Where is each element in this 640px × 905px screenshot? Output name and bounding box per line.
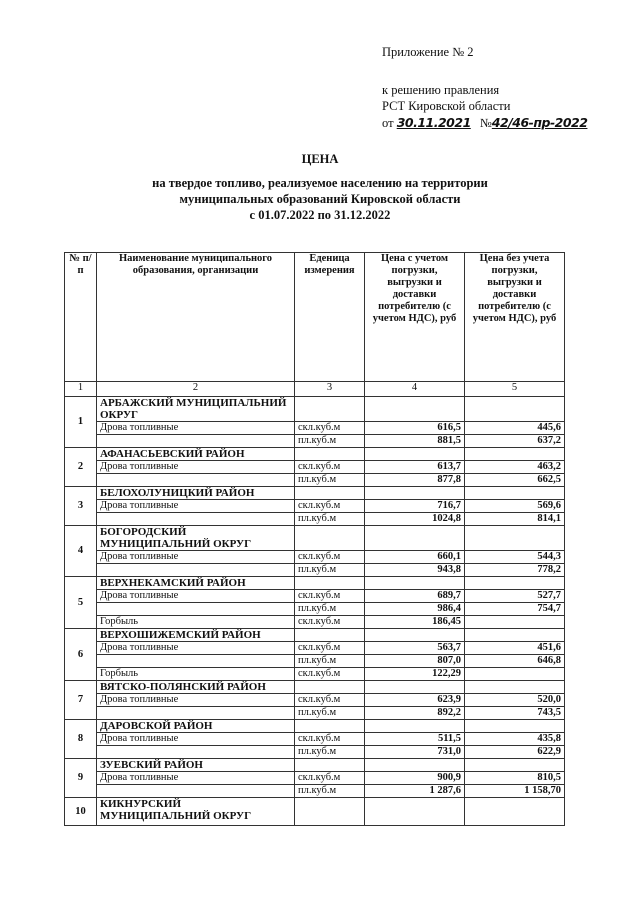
price-row xyxy=(65,435,565,448)
price-row xyxy=(65,694,565,707)
price-with-delivery: 563,7 xyxy=(365,642,465,655)
price-row xyxy=(65,513,565,526)
unit-of-measure: пл.куб.м xyxy=(295,655,365,668)
col-header-name: Наименование муниципального образования, организации xyxy=(97,253,295,382)
fuel-type xyxy=(97,707,295,720)
unit-of-measure: скл.куб.м xyxy=(295,422,365,435)
empty-cell xyxy=(365,526,465,551)
district-row xyxy=(65,759,565,772)
empty-cell xyxy=(465,397,565,422)
empty-cell xyxy=(295,629,365,642)
fuel-type: Дрова топливные xyxy=(97,551,295,564)
price-without-delivery: 463,2 xyxy=(465,461,565,474)
empty-cell xyxy=(365,487,465,500)
decision-number: 42/46-пр-2022 xyxy=(491,115,588,130)
price-with-delivery: 1 287,6 xyxy=(365,785,465,798)
district-row xyxy=(65,526,565,551)
empty-cell xyxy=(465,487,565,500)
unit-of-measure: скл.куб.м xyxy=(295,733,365,746)
unit-of-measure: пл.куб.м xyxy=(295,474,365,487)
price-row xyxy=(65,551,565,564)
price-with-delivery: 623,9 xyxy=(365,694,465,707)
district-row xyxy=(65,681,565,694)
district-number: 1 xyxy=(65,397,97,448)
fuel-type xyxy=(97,513,295,526)
district-number: 2 xyxy=(65,448,97,487)
col-header-no: № п/п xyxy=(65,253,97,382)
column-numbers-row xyxy=(65,382,565,397)
fuel-type xyxy=(97,785,295,798)
decision-line-1: к решению правления xyxy=(382,83,500,97)
price-with-delivery: 186,45 xyxy=(365,616,465,629)
unit-of-measure: пл.куб.м xyxy=(295,564,365,577)
price-without-delivery: 520,0 xyxy=(465,694,565,707)
doc-subtitle-2: муниципальных образований Кировской области xyxy=(179,192,461,206)
price-without-delivery: 451,6 xyxy=(465,642,565,655)
price-without-delivery: 743,5 xyxy=(465,707,565,720)
col-num: 4 xyxy=(365,382,465,397)
price-with-delivery: 1024,8 xyxy=(365,513,465,526)
fuel-type xyxy=(97,564,295,577)
price-with-delivery: 877,8 xyxy=(365,474,465,487)
empty-cell xyxy=(295,798,365,826)
fuel-type: Дрова топливные xyxy=(97,772,295,785)
fuel-type xyxy=(97,655,295,668)
price-row xyxy=(65,655,565,668)
col-num: 5 xyxy=(465,382,565,397)
price-without-delivery: 1 158,70 xyxy=(465,785,565,798)
district-name: БОГОРОДСКИЙ МУНИЦИПАЛЬНИЙ ОКРУГ xyxy=(97,526,295,551)
district-number: 3 xyxy=(65,487,97,526)
empty-cell xyxy=(465,577,565,590)
col-num: 3 xyxy=(295,382,365,397)
empty-cell xyxy=(295,720,365,733)
price-row xyxy=(65,564,565,577)
fuel-type: Дрова топливные xyxy=(97,642,295,655)
fuel-type: Дрова топливные xyxy=(97,694,295,707)
district-number: 4 xyxy=(65,526,97,577)
price-row xyxy=(65,785,565,798)
col-num: 2 xyxy=(97,382,295,397)
decision-date: 30.11.2021 xyxy=(396,115,471,130)
district-number: 8 xyxy=(65,720,97,759)
fuel-type: Горбыль xyxy=(97,668,295,681)
fuel-type xyxy=(97,746,295,759)
empty-cell xyxy=(465,759,565,772)
fuel-type: Дрова топливные xyxy=(97,590,295,603)
district-name: ЗУЕВСКИЙ РАЙОН xyxy=(97,759,295,772)
district-number: 7 xyxy=(65,681,97,720)
empty-cell xyxy=(465,629,565,642)
col-num: 1 xyxy=(65,382,97,397)
col-header-unit: Еденица измерения xyxy=(295,253,365,382)
doc-title: ЦЕНА xyxy=(301,152,339,166)
price-row xyxy=(65,603,565,616)
price-with-delivery: 986,4 xyxy=(365,603,465,616)
fuel-type xyxy=(97,435,295,448)
price-without-delivery: 435,8 xyxy=(465,733,565,746)
empty-cell xyxy=(365,397,465,422)
price-without-delivery: 569,6 xyxy=(465,500,565,513)
district-name: ВЕРХНЕКАМСКИЙ РАЙОН xyxy=(97,577,295,590)
empty-cell xyxy=(465,681,565,694)
empty-cell xyxy=(295,681,365,694)
unit-of-measure: скл.куб.м xyxy=(295,772,365,785)
price-without-delivery: 646,8 xyxy=(465,655,565,668)
fuel-type: Дрова топливные xyxy=(97,422,295,435)
unit-of-measure: пл.куб.м xyxy=(295,707,365,720)
price-row xyxy=(65,616,565,629)
price-with-delivery: 807,0 xyxy=(365,655,465,668)
price-with-delivery: 122,29 xyxy=(365,668,465,681)
district-name: АРБАЖСКИЙ МУНИЦИПАЛЬНИЙ ОКРУГ xyxy=(97,397,295,422)
empty-cell xyxy=(365,759,465,772)
price-without-delivery: 445,6 xyxy=(465,422,565,435)
price-row xyxy=(65,642,565,655)
unit-of-measure: пл.куб.м xyxy=(295,513,365,526)
district-number: 10 xyxy=(65,798,97,826)
district-row xyxy=(65,448,565,461)
price-row xyxy=(65,590,565,603)
district-name: КИКНУРСКИЙ МУНИЦИПАЛЬНИЙ ОКРУГ xyxy=(97,798,295,826)
district-row xyxy=(65,577,565,590)
price-with-delivery: 613,7 xyxy=(365,461,465,474)
price-row xyxy=(65,668,565,681)
decision-date-line xyxy=(382,115,587,131)
price-with-delivery: 511,5 xyxy=(365,733,465,746)
empty-cell xyxy=(365,448,465,461)
unit-of-measure: скл.куб.м xyxy=(295,694,365,707)
fuel-type xyxy=(97,474,295,487)
empty-cell xyxy=(295,526,365,551)
price-without-delivery: 527,7 xyxy=(465,590,565,603)
price-row xyxy=(65,461,565,474)
empty-cell xyxy=(295,397,365,422)
empty-cell xyxy=(465,720,565,733)
price-without-delivery: 544,3 xyxy=(465,551,565,564)
district-number: 6 xyxy=(65,629,97,681)
empty-cell xyxy=(465,448,565,461)
empty-cell xyxy=(465,526,565,551)
price-without-delivery: 754,7 xyxy=(465,603,565,616)
empty-cell xyxy=(465,798,565,826)
doc-subtitle-1: на твердое топливо, реализуемое населению на территории xyxy=(152,176,488,190)
price-row xyxy=(65,474,565,487)
price-with-delivery: 731,0 xyxy=(365,746,465,759)
price-with-delivery: 660,1 xyxy=(365,551,465,564)
district-row xyxy=(65,629,565,642)
empty-cell xyxy=(295,759,365,772)
price-without-delivery: 814,1 xyxy=(465,513,565,526)
unit-of-measure: пл.куб.м xyxy=(295,785,365,798)
price-row xyxy=(65,772,565,785)
col-header-price-novat: Цена без учета погрузки, выгрузки и доставки потребителю (с учетом НДС), руб xyxy=(465,253,565,382)
district-row xyxy=(65,397,565,422)
empty-cell xyxy=(365,798,465,826)
price-without-delivery xyxy=(465,668,565,681)
price-without-delivery: 622,9 xyxy=(465,746,565,759)
price-with-delivery: 616,5 xyxy=(365,422,465,435)
price-without-delivery: 662,5 xyxy=(465,474,565,487)
unit-of-measure: скл.куб.м xyxy=(295,461,365,474)
price-with-delivery: 943,8 xyxy=(365,564,465,577)
fuel-type: Дрова топливные xyxy=(97,733,295,746)
district-number: 5 xyxy=(65,577,97,629)
district-name: ВЯТСКО-ПОЛЯНСКИЙ РАЙОН xyxy=(97,681,295,694)
district-row xyxy=(65,720,565,733)
district-row xyxy=(65,798,565,826)
unit-of-measure: пл.куб.м xyxy=(295,746,365,759)
district-row xyxy=(65,487,565,500)
fuel-type xyxy=(97,603,295,616)
price-without-delivery xyxy=(465,616,565,629)
price-without-delivery: 810,5 xyxy=(465,772,565,785)
empty-cell xyxy=(365,577,465,590)
price-with-delivery: 689,7 xyxy=(365,590,465,603)
decision-line-2: РСТ Кировской области xyxy=(382,99,511,113)
unit-of-measure: скл.куб.м xyxy=(295,642,365,655)
empty-cell xyxy=(295,577,365,590)
price-with-delivery: 892,2 xyxy=(365,707,465,720)
empty-cell xyxy=(295,448,365,461)
unit-of-measure: пл.куб.м xyxy=(295,435,365,448)
empty-cell xyxy=(365,720,465,733)
district-number: 9 xyxy=(65,759,97,798)
fuel-type: Дрова топливные xyxy=(97,500,295,513)
price-row xyxy=(65,707,565,720)
empty-cell xyxy=(295,487,365,500)
price-row xyxy=(65,422,565,435)
price-with-delivery: 881,5 xyxy=(365,435,465,448)
district-name: БЕЛОХОЛУНИЦКИЙ РАЙОН xyxy=(97,487,295,500)
price-row xyxy=(65,733,565,746)
unit-of-measure: скл.куб.м xyxy=(295,500,365,513)
district-name: ВЕРХОШИЖЕМСКИЙ РАЙОН xyxy=(97,629,295,642)
district-name: АФАНАСЬЕВСКИЙ РАЙОН xyxy=(97,448,295,461)
price-row xyxy=(65,746,565,759)
price-row xyxy=(65,500,565,513)
unit-of-measure: скл.куб.м xyxy=(295,590,365,603)
fuel-type: Горбыль xyxy=(97,616,295,629)
unit-of-measure: пл.куб.м xyxy=(295,603,365,616)
price-with-delivery: 716,7 xyxy=(365,500,465,513)
doc-subtitle-3: с 01.07.2022 по 31.12.2022 xyxy=(249,208,391,222)
price-with-delivery: 900,9 xyxy=(365,772,465,785)
unit-of-measure: скл.куб.м xyxy=(295,616,365,629)
fuel-type: Дрова топливные xyxy=(97,461,295,474)
empty-cell xyxy=(365,681,465,694)
col-header-price-vat: Цена с учетом погрузки, выгрузки и доставки потребителю (с учетом НДС), руб xyxy=(365,253,465,382)
price-without-delivery: 637,2 xyxy=(465,435,565,448)
empty-cell xyxy=(365,629,465,642)
price-table xyxy=(64,252,565,826)
unit-of-measure: скл.куб.м xyxy=(295,668,365,681)
unit-of-measure: скл.куб.м xyxy=(295,551,365,564)
from-prefix: от xyxy=(382,116,394,130)
table-header-row xyxy=(65,253,565,382)
number-prefix: № xyxy=(479,116,492,130)
district-name: ДАРОВСКОЙ РАЙОН xyxy=(97,720,295,733)
price-without-delivery: 778,2 xyxy=(465,564,565,577)
appendix-label: Приложение № 2 xyxy=(382,45,474,59)
